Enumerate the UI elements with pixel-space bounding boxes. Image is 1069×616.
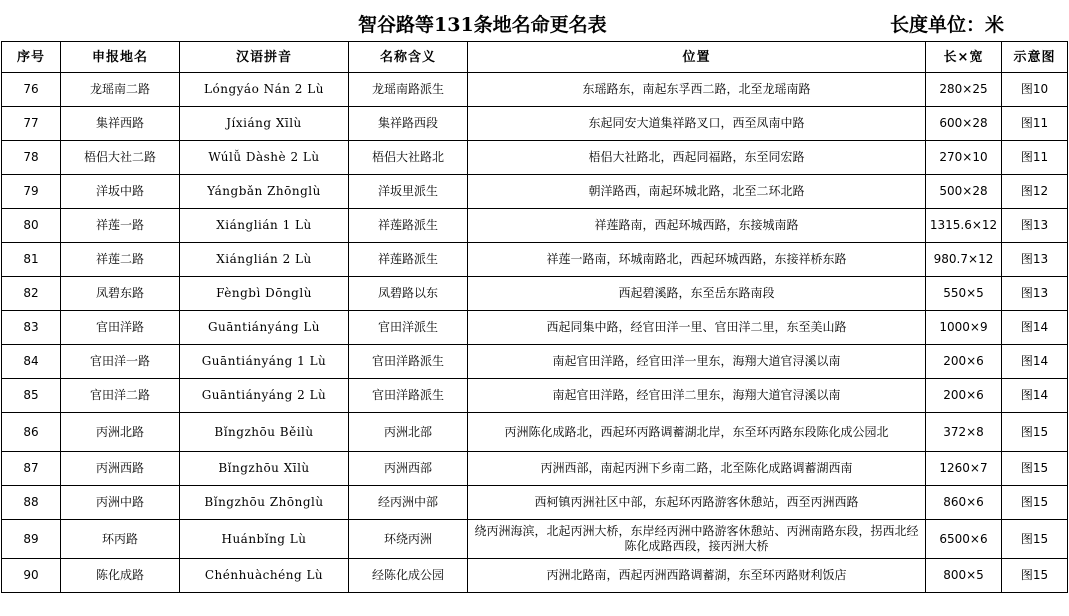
cell-pinyin: Chénhuàchéng Lù [180,559,349,593]
cell-size: 500×28 [926,175,1002,209]
cell-no: 81 [2,243,61,277]
cell-name: 丙洲中路 [61,486,180,520]
cell-name: 祥莲二路 [61,243,180,277]
cell-meaning: 凤碧路以东 [349,277,468,311]
table-row [2,141,1068,175]
cell-pinyin: Guāntiányáng Lù [180,311,349,345]
table-row [2,107,1068,141]
cell-size: 800×5 [926,559,1002,593]
cell-no: 89 [2,520,61,559]
cell-location: 南起官田洋路，经官田洋一里东，海翔大道官浔溪以南 [468,345,926,379]
cell-map: 图15 [1002,486,1068,520]
cell-map: 图14 [1002,345,1068,379]
table-row [2,175,1068,209]
cell-name: 官田洋二路 [61,379,180,413]
cell-size: 372×8 [926,413,1002,452]
cell-no: 85 [2,379,61,413]
cell-location: 南起官田洋路，经官田洋二里东，海翔大道官浔溪以南 [468,379,926,413]
cell-no: 83 [2,311,61,345]
cell-name: 官田洋路 [61,311,180,345]
cell-pinyin: Xiánglián 1 Lù [180,209,349,243]
cell-meaning: 经陈化成公园 [349,559,468,593]
cell-no: 87 [2,452,61,486]
header-map: 示意图 [1002,42,1068,73]
cell-pinyin: Jíxiáng Xīlù [180,107,349,141]
cell-location: 东瑶路东，南起东孚西二路，北至龙瑶南路 [468,73,926,107]
cell-map: 图15 [1002,452,1068,486]
table-row [2,311,1068,345]
cell-location: 丙洲北路南，西起丙洲西路调蓄湖，东至环丙路财利饭店 [468,559,926,593]
cell-pinyin: Bǐngzhōu Běilù [180,413,349,452]
cell-pinyin: Xiánglián 2 Lù [180,243,349,277]
cell-meaning: 官田洋路派生 [349,379,468,413]
cell-size: 6500×6 [926,520,1002,559]
cell-map: 图11 [1002,141,1068,175]
cell-location: 祥莲路南，西起环城西路，东接城南路 [468,209,926,243]
cell-name: 梧侣大社二路 [61,141,180,175]
cell-map: 图13 [1002,243,1068,277]
cell-no: 76 [2,73,61,107]
cell-meaning: 官田洋派生 [349,311,468,345]
cell-no: 77 [2,107,61,141]
cell-no: 78 [2,141,61,175]
place-name-table [1,41,1068,593]
cell-meaning: 丙洲西部 [349,452,468,486]
table-row [2,559,1068,593]
table-row [2,413,1068,452]
cell-size: 600×28 [926,107,1002,141]
cell-location: 西起同集中路，经官田洋一里、官田洋二里，东至美山路 [468,311,926,345]
table-body [2,73,1068,593]
cell-size: 860×6 [926,486,1002,520]
table-row [2,209,1068,243]
header-name: 申报地名 [61,42,180,73]
cell-meaning: 龙瑶南路派生 [349,73,468,107]
cell-name: 丙洲西路 [61,452,180,486]
cell-name: 环丙路 [61,520,180,559]
cell-map: 图13 [1002,209,1068,243]
cell-map: 图15 [1002,520,1068,559]
cell-map: 图11 [1002,107,1068,141]
table-row [2,345,1068,379]
cell-size: 280×25 [926,73,1002,107]
cell-name: 丙洲北路 [61,413,180,452]
table-row [2,379,1068,413]
cell-map: 图10 [1002,73,1068,107]
cell-location: 丙洲陈化成路北，西起环丙路调蓄湖北岸，东至环丙路东段陈化成公园北 [468,413,926,452]
cell-meaning: 祥莲路派生 [349,243,468,277]
header-no: 序号 [2,42,61,73]
cell-name: 祥莲一路 [61,209,180,243]
length-unit-label: 长度单位：米 [890,14,1005,36]
cell-size: 270×10 [926,141,1002,175]
cell-location: 绕丙洲海滨，北起丙洲大桥，东岸经丙洲中路游客休憩站、丙洲南路东段，拐西北经陈化成路西段，接丙洲大桥 [468,520,926,559]
cell-name: 龙瑶南二路 [61,73,180,107]
cell-meaning: 官田洋路派生 [349,345,468,379]
cell-pinyin: Bǐngzhōu Zhōnglù [180,486,349,520]
cell-pinyin: Bǐngzhōu Xīlù [180,452,349,486]
cell-pinyin: Yángbǎn Zhōnglù [180,175,349,209]
table-row [2,243,1068,277]
cell-map: 图14 [1002,311,1068,345]
table-row [2,452,1068,486]
table-row [2,520,1068,559]
cell-location: 祥莲一路南，环城南路北，西起环城西路，东接祥桥东路 [468,243,926,277]
cell-pinyin: Fèngbì Dōnglù [180,277,349,311]
cell-pinyin: Guāntiányáng 2 Lù [180,379,349,413]
header-row [2,42,1068,73]
cell-no: 82 [2,277,61,311]
cell-location: 东起同安大道集祥路叉口，西至凤南中路 [468,107,926,141]
cell-name: 陈化成路 [61,559,180,593]
cell-pinyin: Huánbǐng Lù [180,520,349,559]
header-meaning: 名称含义 [349,42,468,73]
header-size: 长×宽 [926,42,1002,73]
cell-map: 图15 [1002,559,1068,593]
cell-name: 集祥西路 [61,107,180,141]
table-row [2,277,1068,311]
cell-no: 88 [2,486,61,520]
page-title: 智谷路等131条地名命更名表 [358,14,607,36]
cell-no: 90 [2,559,61,593]
cell-location: 朝洋路西，南起环城北路，北至二环北路 [468,175,926,209]
cell-meaning: 洋坂里派生 [349,175,468,209]
cell-meaning: 集祥路西段 [349,107,468,141]
header-pinyin: 汉语拼音 [180,42,349,73]
cell-location: 西柯镇丙洲社区中部，东起环丙路游客休憩站，西至丙洲西路 [468,486,926,520]
cell-meaning: 丙洲北部 [349,413,468,452]
cell-size: 550×5 [926,277,1002,311]
cell-location: 梧侣大社路北，西起同福路，东至同宏路 [468,141,926,175]
cell-map: 图14 [1002,379,1068,413]
cell-size: 1315.6×12 [926,209,1002,243]
cell-size: 1260×7 [926,452,1002,486]
cell-meaning: 祥莲路派生 [349,209,468,243]
cell-location: 西起碧溪路，东至岳东路南段 [468,277,926,311]
cell-map: 图15 [1002,413,1068,452]
cell-no: 79 [2,175,61,209]
header-location: 位置 [468,42,926,73]
title-bar [0,0,1069,42]
cell-size: 200×6 [926,379,1002,413]
cell-pinyin: Wúlǚ Dàshè 2 Lù [180,141,349,175]
cell-meaning: 环绕丙洲 [349,520,468,559]
cell-size: 980.7×12 [926,243,1002,277]
cell-meaning: 经丙洲中部 [349,486,468,520]
table-row [2,486,1068,520]
table-row [2,73,1068,107]
cell-map: 图12 [1002,175,1068,209]
cell-name: 洋坂中路 [61,175,180,209]
cell-no: 84 [2,345,61,379]
cell-location: 丙洲西部，南起丙洲下乡南二路，北至陈化成路调蓄湖西南 [468,452,926,486]
cell-no: 86 [2,413,61,452]
cell-pinyin: Lóngyáo Nán 2 Lù [180,73,349,107]
cell-size: 200×6 [926,345,1002,379]
cell-size: 1000×9 [926,311,1002,345]
cell-map: 图13 [1002,277,1068,311]
cell-name: 凤碧东路 [61,277,180,311]
cell-pinyin: Guāntiányáng 1 Lù [180,345,349,379]
cell-meaning: 梧侣大社路北 [349,141,468,175]
cell-name: 官田洋一路 [61,345,180,379]
cell-no: 80 [2,209,61,243]
